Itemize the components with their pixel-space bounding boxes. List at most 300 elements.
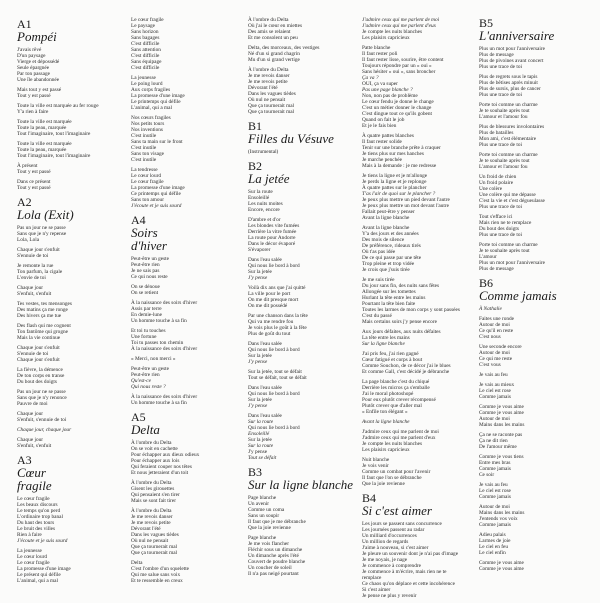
lyric-line: Mu d'un si grand vertige xyxy=(248,57,300,63)
stanza xyxy=(131,394,249,406)
lyric-line: Nos inventions xyxy=(131,127,163,133)
lyric-line: À la naissance des soirs d'hiver xyxy=(131,300,198,306)
lyric-line: Une colère qui me dépasse xyxy=(479,192,536,198)
lyric-line: Plutôt crever que d'aller mal xyxy=(362,403,422,409)
lyric-line: Plus de blessures involontaires xyxy=(479,124,545,130)
lyric-line: Page blanche xyxy=(248,535,277,541)
stanza xyxy=(131,115,249,163)
stanza xyxy=(17,225,135,243)
lyric-line: Autour de moi xyxy=(479,416,510,422)
track-number: B2 xyxy=(248,159,263,173)
lyric-line: Un froid de chien xyxy=(479,174,517,180)
lyric-line: Plus une trace de toi xyxy=(479,232,522,238)
lyric-line: Plus de pivoines avant concert xyxy=(479,58,544,64)
lyric-line: Pourtant la tête bien faite xyxy=(362,301,416,307)
lyric-line: OUI, ça va super xyxy=(362,81,398,87)
song-heading xyxy=(362,493,474,517)
lyric-line: Sur la jetée, tout se défait xyxy=(248,369,302,375)
lyric-line: Dans ce présent xyxy=(17,179,51,185)
stanza xyxy=(479,74,597,98)
stanza xyxy=(131,356,249,362)
lyric-line: Ça ne se raconte pas xyxy=(479,432,523,438)
lyric-line: Pour échapper aux lois xyxy=(131,458,180,464)
lyric-line: Pour échapper aux dieux odieux xyxy=(131,452,200,458)
lyric-line: Voilà dix ans que j'ai quitté xyxy=(248,285,306,291)
lyric-line: Plus une trace de toi xyxy=(479,64,522,70)
lyric-line: Où nul ne pensait xyxy=(248,97,286,103)
stanza xyxy=(17,389,135,407)
lyric-line: Du haut des tours xyxy=(17,520,55,526)
lyric-line: Ensoleillé xyxy=(248,431,270,437)
lyric-line: Du bout des doigts xyxy=(17,379,57,385)
lyric-line: Le printemps qui défile xyxy=(131,99,181,105)
lyric-line: C'est du passé xyxy=(362,313,392,319)
lyric-line: On se dénoue xyxy=(131,284,160,290)
lyric-line: Plus un mot pour l'anniversaire xyxy=(479,46,545,52)
lyric-line: Mais certains soirs j'y pense encore xyxy=(362,319,437,325)
lyric-line: Tenir sur une branche prête à craquer xyxy=(362,145,441,151)
lyric-line: Une colère xyxy=(479,186,503,192)
lyric-line: Peut-être un geste xyxy=(131,366,169,372)
stanza xyxy=(131,560,249,584)
stanza xyxy=(17,119,135,137)
lyric-line: Sur la route xyxy=(248,419,274,425)
lyric-line: J'entends vos voix xyxy=(479,516,518,522)
lyric-line: Sur la jetée xyxy=(248,269,272,275)
stanza xyxy=(17,427,135,433)
lyric-line: Entre mes bras xyxy=(479,460,511,466)
lyric-line: J'écoute et je suis sourd xyxy=(17,538,68,544)
lyric-line: On se voit en cachette xyxy=(131,446,178,452)
lyric-line: J'admire ceux qui me parlent de moi xyxy=(362,429,439,435)
stanza xyxy=(17,47,135,83)
track-number: A4 xyxy=(131,213,146,227)
lyric-line: Sur la jetée xyxy=(248,353,272,359)
stanza xyxy=(17,141,135,159)
lyric-line: Comme je vous aime xyxy=(479,410,524,416)
lyric-line: Les nuits moites xyxy=(248,201,283,207)
lyric-line: Hurlant la tête entre les mains xyxy=(362,295,426,301)
lyric-line: Et te ressemble en creux xyxy=(131,578,183,584)
lyric-line: D'un paysage xyxy=(17,53,46,59)
lyric-line: De ce qui passe par une tête xyxy=(362,255,422,261)
lyric-line: De l'amour même xyxy=(479,444,517,450)
stanza xyxy=(248,217,366,253)
stanza xyxy=(248,495,366,531)
lyric-line: Sur la route xyxy=(248,189,273,195)
lyric-line: Dans l'eau salée xyxy=(248,341,282,347)
lyric-line: Un avenir xyxy=(248,501,270,507)
lyric-line: J'avais rêvé xyxy=(17,47,42,53)
lyric-line: Le ciel est rose xyxy=(479,488,511,494)
stanza xyxy=(17,496,135,544)
lyric-line: Je remonte la rue xyxy=(17,263,54,269)
stanza xyxy=(248,17,366,41)
lyric-line: Sans bagages xyxy=(131,35,160,41)
lyric-line: La promesse d'une image xyxy=(131,93,185,99)
song-heading xyxy=(479,18,597,42)
song-heading xyxy=(17,197,135,221)
lyric-line: D'ambre et d'or xyxy=(248,217,281,223)
song-heading xyxy=(248,121,366,145)
lyric-line: Patte blanche xyxy=(362,45,391,51)
lyric-line: L'amour et l'amour fou xyxy=(479,114,528,120)
song-heading xyxy=(131,412,249,436)
lyric-line: Mais rien ne te remplace xyxy=(479,220,532,226)
lyric-line: « Merci, non merci » xyxy=(131,356,176,362)
lyric-line: Une fortune xyxy=(131,334,157,340)
lyric-line: Un dimanche après l'été xyxy=(248,553,299,559)
lyric-line: Dans les vagues tièdes xyxy=(131,532,179,538)
lyric-line: On se retient xyxy=(131,290,159,296)
stanza xyxy=(17,247,135,259)
lyric-line: J'ai le moral photoshopé xyxy=(362,391,414,397)
lyric-line: Ça va ? xyxy=(362,75,379,81)
track-number: B1 xyxy=(248,119,263,133)
lyric-line: Je me noyais, je nage xyxy=(362,557,408,563)
lyric-line: En demie-lune xyxy=(131,312,163,318)
lyric-line: Les plaisirs capricieux xyxy=(362,35,410,41)
stanza xyxy=(131,75,249,111)
lyric-line: Toujours répondre par un « oui » xyxy=(362,63,432,69)
lyric-line: À quatre pattes sur le plancher xyxy=(362,185,427,191)
song-title: Cœur fragile xyxy=(17,465,52,493)
lyric-line: Ce chaos qu'on déplace et cette incohérence xyxy=(362,581,456,587)
lyric-line: Dans l'eau salée xyxy=(248,385,282,391)
lyric-line: La page blanche c'est du chiqué xyxy=(362,379,430,385)
lyric-line: La jeunesse xyxy=(131,75,156,81)
lyric-line: Fallait peut-être y penser xyxy=(362,209,415,215)
song-block xyxy=(479,278,597,572)
lyric-line: S'ennuie de toi xyxy=(17,351,49,357)
lyric-line: Couvert de poudre blanche xyxy=(248,559,306,565)
stanza xyxy=(248,535,366,577)
lyric-line: Y'a rien à faire xyxy=(17,109,49,115)
lyric-line: J'y pense xyxy=(248,275,268,281)
lyric-line: Qui pensaient s'en tirer xyxy=(131,492,180,498)
lyric-line: Comme jamais xyxy=(479,522,511,528)
stanza xyxy=(131,366,249,390)
lyric-line: Un homme touche à sa fin xyxy=(131,318,187,324)
lyric-line: Sans que je n'y repense xyxy=(17,231,67,237)
lyric-line: Pauvre de moi xyxy=(17,401,48,407)
lyric-line: Chaque jour s'enfuit xyxy=(17,247,60,253)
lyric-line: Les beaux discours xyxy=(17,502,58,508)
lyric-line: Sans équipage xyxy=(131,59,162,65)
lyric-line: La fièvre, la démence xyxy=(17,367,63,373)
lyric-line: Comme un combat pour l'avenir xyxy=(362,469,431,475)
lyric-line: Des mois de silence xyxy=(362,237,405,243)
lyric-line: Tout l'imaginaire, tout l'imaginaire xyxy=(17,131,91,137)
lyric-line: Ce qui nous reste xyxy=(131,274,168,280)
stanza xyxy=(17,301,135,319)
lyric-line: Toute la ville est marquée au fer rouge xyxy=(17,103,99,109)
lyric-line: Le ciel est rose xyxy=(479,388,511,394)
lyric-line: Et toi tu touches xyxy=(131,328,166,334)
stanza xyxy=(479,344,597,368)
lyric-line: Je pense ne plus y revenir xyxy=(362,593,417,599)
lyric-line: Seule épargnée xyxy=(17,65,50,71)
stanza xyxy=(17,323,135,341)
stanza xyxy=(131,256,249,280)
lyric-line: Plus de goût du tout xyxy=(248,331,291,337)
stanza xyxy=(248,385,366,409)
lyric-line: Les jours se passent sans concurrence xyxy=(362,521,442,527)
stanza xyxy=(362,133,474,169)
lyric-line: Il faut que l'on se débranche xyxy=(362,475,422,481)
lyric-line: Plus de batailles xyxy=(479,130,514,136)
lyric-line: La route pour Andorre xyxy=(248,235,296,241)
stanza xyxy=(248,313,366,337)
lyric-line: De préférence, rideaux tirés xyxy=(362,243,421,249)
lyric-line: Il n'a pas neigé pourtant xyxy=(248,571,299,577)
lyric-line: Je tiens la ligne et je m'allonge xyxy=(362,173,428,179)
lyric-line: Comme jamais xyxy=(479,494,511,500)
song-title: Filles du Vésuve xyxy=(248,131,334,146)
lyric-line: J'admire ceux qui me parlent d'eux xyxy=(362,23,436,29)
column-4 xyxy=(362,17,474,603)
stanza xyxy=(248,413,366,461)
stanza xyxy=(17,548,135,584)
lyric-line: Ton parfum, la cigale xyxy=(17,269,63,275)
lyric-line: À l'ombre du Delta xyxy=(131,440,172,446)
lyric-line: Je te souhaite après tout xyxy=(479,248,530,254)
lyric-line: Mais à la demande : je me redresse xyxy=(362,163,437,169)
stanza xyxy=(362,419,474,425)
lyric-line: Chaque jour xyxy=(17,411,44,417)
lyric-line: L'envie de toi xyxy=(17,275,46,281)
stanza xyxy=(362,225,474,273)
lyric-line: L'ordinaire trop banal xyxy=(17,514,63,520)
lyric-line: Plus de regrets sous le tapis xyxy=(479,74,538,80)
lyric-line: Né d'un si grand chagrin xyxy=(248,51,300,57)
song-block xyxy=(248,161,366,461)
lyric-line: Chaque jour s'enfuit xyxy=(17,345,60,351)
lyric-line: Derrière la vitre fumée xyxy=(248,229,297,235)
lyric-line: Une seconde encore xyxy=(479,344,522,350)
lyric-line: Le ciel en feu xyxy=(479,544,508,550)
lyric-line: Sans horizon xyxy=(131,29,159,35)
lyric-line: Delta xyxy=(131,560,143,566)
lyric-line: Je perds la ligne et je replonge xyxy=(362,179,427,185)
lyric-line: Ça ne dit rien xyxy=(479,438,508,444)
lyric-line: Et je le fais bien xyxy=(362,123,397,129)
lyric-line: Je vais au mieux xyxy=(479,382,515,388)
lyric-line: Autour de moi xyxy=(479,504,510,510)
lyric-line: Avant la ligne blanche xyxy=(362,215,410,221)
lyric-line: Le ciel enfin xyxy=(479,550,506,556)
lyric-line: Pas un jour ne se passe xyxy=(17,225,66,231)
lyric-line: À l'ombre du Delta xyxy=(248,67,289,73)
lyric-line: Que ça tournerait mal xyxy=(131,550,178,556)
lyric-line: Qui nous reste ? xyxy=(131,384,166,390)
lyric-line: Plus une trace de toi xyxy=(479,92,522,98)
lyric-line: Un milliard d'occurrences xyxy=(362,533,417,539)
lyric-line: Où nul ne pensait xyxy=(131,538,169,544)
lyric-line: Je peux plus mettre un pied devant l'autre xyxy=(362,197,450,203)
lyric-line: Où t'as pas idée xyxy=(362,249,396,255)
stanza xyxy=(362,521,474,599)
lyric-line: remplace xyxy=(362,575,382,581)
lyric-line: T'as l'air de quoi sur le plancher ? xyxy=(362,191,436,197)
lyric-line: Qui me salue sans voix xyxy=(131,572,181,578)
lyric-line: Ce qui me reste xyxy=(479,356,513,362)
song-block xyxy=(248,121,366,155)
lyric-line: Nuit blanche xyxy=(362,457,390,463)
lyric-line: C'est inutile xyxy=(131,157,157,163)
lyric-line: Je ne sais pas xyxy=(131,268,160,274)
lyric-line: Fléchir sous un dimanche xyxy=(248,547,303,553)
lyric-line: Un million de regards xyxy=(362,539,409,545)
lyric-line: Si c'est aimer xyxy=(362,587,391,593)
lyric-line: Je me revois danser xyxy=(131,514,173,520)
lyric-line: Comme jamais xyxy=(479,466,511,472)
lyric-line: Il faut rester solide xyxy=(362,139,402,145)
lyric-line: Larmes de joie xyxy=(479,538,511,544)
lyric-line: Des matins ça me ronge xyxy=(17,307,68,313)
lyric-line: Ensoleillé xyxy=(248,195,270,201)
lyric-line: C'est difficile xyxy=(131,41,160,47)
lyric-line: J'écoute et je suis sourd xyxy=(131,203,182,209)
stanza xyxy=(479,372,597,378)
lyric-line: Nos cœurs fragiles xyxy=(131,115,171,121)
lyric-line: Tes vestes, tes mensonges xyxy=(17,301,72,307)
track-number: B6 xyxy=(479,276,494,290)
lyric-line: De ton corps en transe xyxy=(17,373,65,379)
lyric-line: Des hivers ça me tue xyxy=(17,313,62,319)
lyric-line: La promesse d'une image xyxy=(131,185,185,191)
lyric-line: Encore, encore xyxy=(248,207,280,213)
lyric-line: « Enfile ton élégant » xyxy=(362,409,408,415)
lyric-line: J'y pense xyxy=(248,449,268,455)
lyric-line: Toute la peau, marquée xyxy=(17,147,67,153)
lyric-line: Assis par terre xyxy=(131,306,162,312)
lyric-line: Mais la vie continue xyxy=(17,335,61,341)
lyric-line: Chaque jour xyxy=(17,285,44,291)
song-title: La jetée xyxy=(248,171,290,186)
lyric-line: L'animal, qui a mal xyxy=(131,105,172,111)
song-block xyxy=(17,455,135,584)
lyric-line: Le cœur fragile xyxy=(131,179,164,185)
lyric-line: À présent xyxy=(17,163,38,169)
lyric-line: Sur la route xyxy=(248,443,274,449)
lyric-line: Sans attention xyxy=(131,47,161,53)
lyric-line: Le cœur fragile xyxy=(131,17,164,23)
stanza xyxy=(479,454,597,478)
lyric-line: On me dit possédé xyxy=(248,303,288,309)
lyric-line: Chaque jour s'enfuit xyxy=(17,357,60,363)
lyric-line: Toute la peau, marquée xyxy=(17,125,67,131)
stanza xyxy=(131,440,249,476)
lyric-line: Peut-être rien xyxy=(131,262,160,268)
lyric-line: C'est la vie et c'est dégueulasse xyxy=(479,198,545,204)
song-block xyxy=(131,17,249,209)
stanza xyxy=(131,480,249,504)
song-heading xyxy=(17,19,135,43)
lyric-line: Porte toi comme un charme xyxy=(479,242,538,248)
lyric-line: Toutes les larmes de mon corps y sont passées xyxy=(362,307,460,313)
lyric-line: Sur la jetée xyxy=(248,397,272,403)
lyric-line: Plus une trace de toi xyxy=(479,142,522,148)
lyric-line: Où j'ai le cœur en miettes xyxy=(248,23,303,29)
stanza xyxy=(362,351,474,375)
lyric-line: C'est dingue tout ce qu'ils gobent xyxy=(362,111,433,117)
lyric-line: Rien à faire xyxy=(17,532,42,538)
lyric-line: J'admire ceux qui me parlent d'eux xyxy=(362,435,436,441)
lyric-line: Par ton passage xyxy=(17,71,50,77)
lyric-line: Plus de message xyxy=(479,52,514,58)
stanza xyxy=(17,103,135,115)
stanza xyxy=(479,102,597,120)
lyric-line: Il faut rester poli xyxy=(362,51,398,57)
stanza xyxy=(479,46,597,70)
lyric-line: Mains dans les mains xyxy=(479,510,525,516)
lyric-line: Je vais au feu xyxy=(479,372,508,378)
lyric-line: Dans l'eau salée xyxy=(248,257,282,263)
lyric-line: Comme je vous tiens xyxy=(479,454,524,460)
stanza xyxy=(17,179,135,191)
stanza xyxy=(479,404,597,428)
lyric-line: Un coucher de soleil xyxy=(248,565,292,571)
lyric-line: Tout y est passé xyxy=(17,169,51,175)
stanza xyxy=(479,560,597,572)
stanza xyxy=(479,242,597,272)
lyric-line: Le présent qui défile xyxy=(17,572,61,578)
lyric-line: Toute la ville est marquée xyxy=(17,141,72,147)
track-number: B4 xyxy=(362,491,377,505)
lyric-line: Vierge et dépossédé xyxy=(17,59,60,65)
lyric-line: Qui nous lie bord à bord xyxy=(248,263,300,269)
lyric-line: Une île abandonnée xyxy=(17,77,60,83)
lyric-line: Mains dans les mains xyxy=(479,422,525,428)
lyric-line: Le cœur fragile xyxy=(17,496,50,502)
lyric-line: Les journées passent au radar xyxy=(362,527,425,533)
lyric-line: Mais se sont fait tirer xyxy=(131,498,177,504)
lyric-line: Qui feraient couper nos têtes xyxy=(131,464,192,470)
song-block xyxy=(362,493,474,599)
stanza xyxy=(479,124,597,148)
track-number: B3 xyxy=(248,465,263,479)
lyric-line: Le cœur fendu je donne le change xyxy=(362,99,434,105)
lyric-line: S'enfuit, s'enfuit xyxy=(17,291,52,297)
lyric-line: Des flash qui me cognent xyxy=(17,323,71,329)
lyric-line: Porte toi comme un charme xyxy=(479,102,538,108)
lyric-line: Delta, des morceaux, des vestiges xyxy=(248,45,320,51)
lyric-line: Sans que je n'y renonce xyxy=(17,395,67,401)
lyric-line: Un homme touche à sa fin xyxy=(131,400,187,406)
lyric-line: Je crois que j'suis tirée xyxy=(362,267,410,273)
lyric-line: Le cœur lourd xyxy=(131,173,162,179)
stanza xyxy=(479,316,597,340)
lyric-line: Je compte les nuits blanches xyxy=(362,29,423,35)
track-number: A2 xyxy=(17,195,32,209)
lyric-line: Ce soir xyxy=(479,472,495,478)
song-title: Soirs d'hiver xyxy=(131,225,167,253)
stanza xyxy=(362,429,474,453)
lyric-line: Et comme Gall, c'est décidé je débranche xyxy=(362,369,450,375)
stanza xyxy=(17,163,135,175)
lyric-line: Que la joie revienne xyxy=(362,481,405,487)
song-heading xyxy=(17,455,135,492)
lyric-line: Je vois plus le goût à la fête xyxy=(248,325,307,331)
lyric-line: J'ai pris feu, j'ai rien gagné xyxy=(362,351,419,357)
lyric-line: Aux corps fragiles xyxy=(131,87,171,93)
stanza xyxy=(131,284,249,296)
stanza xyxy=(362,173,474,221)
song-block xyxy=(479,18,597,272)
song-title: Comme jamais xyxy=(479,288,557,303)
lyric-line: Tout se défait, tout se défait xyxy=(248,375,307,381)
